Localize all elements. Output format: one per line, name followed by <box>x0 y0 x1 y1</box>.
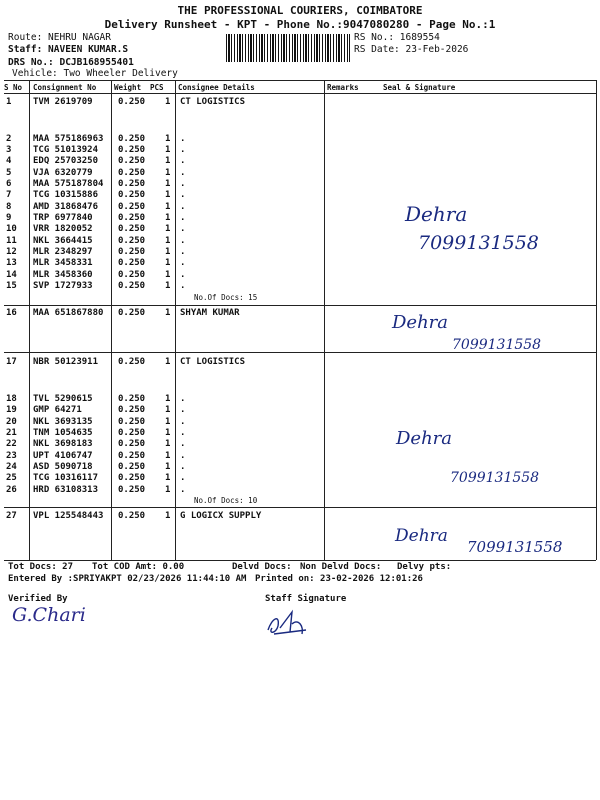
serial-number: 21 <box>6 428 17 438</box>
staff: Staff: NAVEEN KUMAR.S <box>8 44 129 55</box>
pieces: 1 <box>165 134 171 144</box>
group-separator <box>4 507 596 508</box>
consignee: . <box>180 473 186 483</box>
weight: 0.250 <box>118 190 146 200</box>
serial-number: 8 <box>6 202 12 212</box>
consignee: . <box>180 417 186 427</box>
consignment-number: TCG 10316117 <box>33 473 99 483</box>
consignment-number: AMD 31868476 <box>33 202 99 212</box>
pieces: 1 <box>165 190 171 200</box>
consignment-number: VJA 6320779 <box>33 168 93 178</box>
pieces: 1 <box>165 168 171 178</box>
consignee: . <box>180 202 186 212</box>
consignment-number: MAA 575186963 <box>33 134 104 144</box>
consignee: . <box>180 213 186 223</box>
serial-number: 24 <box>6 462 17 472</box>
weight: 0.250 <box>118 145 146 155</box>
table-row <box>0 179 600 190</box>
table-row <box>0 308 600 319</box>
company-title: THE PROFESSIONAL COURIERS, COIMBATORE <box>177 4 423 17</box>
consignee: . <box>180 439 186 449</box>
table-row <box>0 202 600 213</box>
serial-number: 20 <box>6 417 17 427</box>
col-sno: S No <box>4 83 23 92</box>
weight: 0.250 <box>118 511 146 521</box>
rs-number: RS No.: 1689554 <box>354 32 440 43</box>
consignee: . <box>180 394 186 404</box>
table-row <box>0 439 600 450</box>
pieces: 1 <box>165 428 171 438</box>
pieces: 1 <box>165 236 171 246</box>
weight: 0.250 <box>118 281 146 291</box>
consignee: . <box>180 258 186 268</box>
table-row <box>0 258 600 269</box>
consignment-number: HRD 63108313 <box>33 485 99 495</box>
serial-number: 26 <box>6 485 17 495</box>
weight: 0.250 <box>118 417 146 427</box>
barcode <box>226 34 350 62</box>
handwritten-name: Dehra <box>396 428 453 449</box>
table-top-line <box>4 80 596 81</box>
serial-number: 2 <box>6 134 12 144</box>
serial-number: 25 <box>6 473 17 483</box>
table-row <box>0 270 600 281</box>
total-docs: Tot Docs: 27 <box>8 562 74 572</box>
table-row <box>0 168 600 179</box>
weight: 0.250 <box>118 134 146 144</box>
col-consignment: Consignment No <box>33 83 97 92</box>
table-row <box>0 145 600 156</box>
handwritten-phone: 7099131558 <box>450 470 540 486</box>
pieces: 1 <box>165 179 171 189</box>
serial-number: 23 <box>6 451 17 461</box>
col-remarks: Remarks <box>327 83 359 92</box>
consignment-number: NBR 50123911 <box>33 357 99 367</box>
runsheet-subtitle: Delivery Runsheet - KPT - Phone No.:9047080280 - Page No.:1 <box>104 18 496 31</box>
consignment-number: NKL 3664415 <box>33 236 93 246</box>
consignee: . <box>180 451 186 461</box>
consignment-number: TVM 2619709 <box>33 97 93 107</box>
pieces: 1 <box>165 394 171 404</box>
serial-number: 17 <box>6 357 17 367</box>
table-row <box>0 134 600 145</box>
pieces: 1 <box>165 357 171 367</box>
weight: 0.250 <box>118 156 146 166</box>
table-row <box>0 451 600 462</box>
serial-number: 4 <box>6 156 12 166</box>
consignment-number: VPL 125548443 <box>33 511 104 521</box>
weight: 0.250 <box>118 258 146 268</box>
weight: 0.250 <box>118 439 146 449</box>
route: Route: NEHRU NAGAR <box>8 32 111 43</box>
serial-number: 11 <box>6 236 17 246</box>
staff-signature <box>262 604 312 640</box>
verifier-signature: G.Chari <box>12 604 86 626</box>
col-weight: Weight <box>114 83 142 92</box>
pieces: 1 <box>165 485 171 495</box>
entered-by: Entered By :SPRIYAKPT 02/23/2026 11:44:10 AM <box>8 574 247 584</box>
consignee: . <box>180 145 186 155</box>
pieces: 1 <box>165 439 171 449</box>
consignment-number: GMP 64271 <box>33 405 82 415</box>
weight: 0.250 <box>118 270 146 280</box>
weight: 0.250 <box>118 405 146 415</box>
weight: 0.250 <box>118 462 146 472</box>
table-row <box>0 357 600 368</box>
pieces: 1 <box>165 451 171 461</box>
consignee: . <box>180 281 186 291</box>
consignee: . <box>180 168 186 178</box>
serial-number: 14 <box>6 270 17 280</box>
consignee: CT LOGISTICS <box>180 97 246 107</box>
consignee: . <box>180 190 186 200</box>
weight: 0.250 <box>118 473 146 483</box>
handwritten-phone: 7099131558 <box>467 538 563 556</box>
serial-number: 22 <box>6 439 17 449</box>
consignee: . <box>180 156 186 166</box>
handwritten-phone: 7099131558 <box>418 232 539 254</box>
serial-number: 19 <box>6 405 17 415</box>
serial-number: 18 <box>6 394 17 404</box>
serial-number: 1 <box>6 97 12 107</box>
consignment-number: TRP 6977840 <box>33 213 93 223</box>
handwritten-name: Dehra <box>392 312 449 333</box>
consignee: . <box>180 485 186 495</box>
serial-number: 5 <box>6 168 12 178</box>
consignee: . <box>180 236 186 246</box>
rs-date: RS Date: 23-Feb-2026 <box>354 44 469 55</box>
consignee: . <box>180 179 186 189</box>
drs-number: DRS No.: DCJB168955401 <box>8 57 134 68</box>
delivery-points: Delvy pts: <box>397 562 452 572</box>
pieces: 1 <box>165 213 171 223</box>
non-delivered-docs: Non Delvd Docs: <box>300 562 382 572</box>
handwritten-name: Dehra <box>405 202 468 226</box>
serial-number: 6 <box>6 179 12 189</box>
consignee: . <box>180 405 186 415</box>
pieces: 1 <box>165 224 171 234</box>
serial-number: 9 <box>6 213 12 223</box>
table-row <box>0 156 600 167</box>
table-row <box>0 97 600 108</box>
consignment-number: MLR 2348297 <box>33 247 93 257</box>
table-header-line <box>4 93 596 94</box>
pieces: 1 <box>165 417 171 427</box>
serial-number: 13 <box>6 258 17 268</box>
table-row <box>0 428 600 439</box>
consignment-number: MLR 3458331 <box>33 258 93 268</box>
pieces: 1 <box>165 308 171 318</box>
table-row <box>0 405 600 416</box>
serial-number: 3 <box>6 145 12 155</box>
weight: 0.250 <box>118 247 146 257</box>
weight: 0.250 <box>118 236 146 246</box>
serial-number: 12 <box>6 247 17 257</box>
pieces: 1 <box>165 270 171 280</box>
consignment-number: MLR 3458360 <box>33 270 93 280</box>
col-pcs: PCS <box>150 83 164 92</box>
table-row <box>0 417 600 428</box>
col-seal: Seal & Signature <box>383 83 456 92</box>
weight: 0.250 <box>118 308 146 318</box>
pieces: 1 <box>165 145 171 155</box>
serial-number: 10 <box>6 224 17 234</box>
weight: 0.250 <box>118 168 146 178</box>
weight: 0.250 <box>118 213 146 223</box>
docs-count: No.Of Docs: 10 <box>194 496 258 505</box>
consignment-number: SVP 1727933 <box>33 281 93 291</box>
weight: 0.250 <box>118 224 146 234</box>
pieces: 1 <box>165 511 171 521</box>
consignment-number: MAA 575187804 <box>33 179 104 189</box>
weight: 0.250 <box>118 485 146 495</box>
consignment-number: ASD 5090718 <box>33 462 93 472</box>
weight: 0.250 <box>118 202 146 212</box>
weight: 0.250 <box>118 428 146 438</box>
total-cod: Tot COD Amt: 0.00 <box>92 562 185 572</box>
pieces: 1 <box>165 97 171 107</box>
consignment-number: NKL 3698183 <box>33 439 93 449</box>
consignee: . <box>180 224 186 234</box>
pieces: 1 <box>165 281 171 291</box>
pieces: 1 <box>165 247 171 257</box>
docs-count: No.Of Docs: 15 <box>194 293 258 302</box>
serial-number: 27 <box>6 511 17 521</box>
consignment-number: VRR 1820052 <box>33 224 93 234</box>
consignment-number: UPT 4106747 <box>33 451 93 461</box>
weight: 0.250 <box>118 97 146 107</box>
serial-number: 16 <box>6 308 17 318</box>
table-row <box>0 213 600 224</box>
vehicle: Vehicle: Two Wheeler Delivery <box>12 68 178 79</box>
pieces: 1 <box>165 202 171 212</box>
consignee: . <box>180 462 186 472</box>
consignment-number: TNM 1054635 <box>33 428 93 438</box>
weight: 0.250 <box>118 394 146 404</box>
weight: 0.250 <box>118 451 146 461</box>
table-row <box>0 281 600 292</box>
consignee: . <box>180 270 186 280</box>
staff-signature-label: Staff Signature <box>265 594 347 604</box>
consignee: SHYAM KUMAR <box>180 308 240 318</box>
consignment-number: TCG 10315886 <box>33 190 99 200</box>
delivered-docs: Delvd Docs: <box>232 562 292 572</box>
consignment-number: MAA 651867880 <box>33 308 104 318</box>
pieces: 1 <box>165 473 171 483</box>
table-row <box>0 394 600 405</box>
serial-number: 15 <box>6 281 17 291</box>
serial-number: 7 <box>6 190 12 200</box>
handwritten-phone: 7099131558 <box>452 337 542 353</box>
table-row <box>0 485 600 496</box>
table-bottom-line <box>4 560 596 561</box>
consignment-number: TVL 5290615 <box>33 394 93 404</box>
pieces: 1 <box>165 258 171 268</box>
weight: 0.250 <box>118 357 146 367</box>
verified-by-label: Verified By <box>8 594 68 604</box>
table-row <box>0 511 600 522</box>
pieces: 1 <box>165 462 171 472</box>
consignment-number: NKL 3693135 <box>33 417 93 427</box>
consignment-number: TCG 51013924 <box>33 145 99 155</box>
printed-on: Printed on: 23-02-2026 12:01:26 <box>255 574 423 584</box>
consignee: . <box>180 247 186 257</box>
consignee: G LOGICX SUPPLY <box>180 511 262 521</box>
col-consignee: Consignee Details <box>178 83 255 92</box>
group-separator <box>4 305 596 306</box>
consignee: . <box>180 134 186 144</box>
handwritten-name: Dehra <box>395 526 448 546</box>
consignee: CT LOGISTICS <box>180 357 246 367</box>
consignment-number: EDQ 25703250 <box>33 156 99 166</box>
pieces: 1 <box>165 405 171 415</box>
weight: 0.250 <box>118 179 146 189</box>
table-row <box>0 190 600 201</box>
pieces: 1 <box>165 156 171 166</box>
consignee: . <box>180 428 186 438</box>
